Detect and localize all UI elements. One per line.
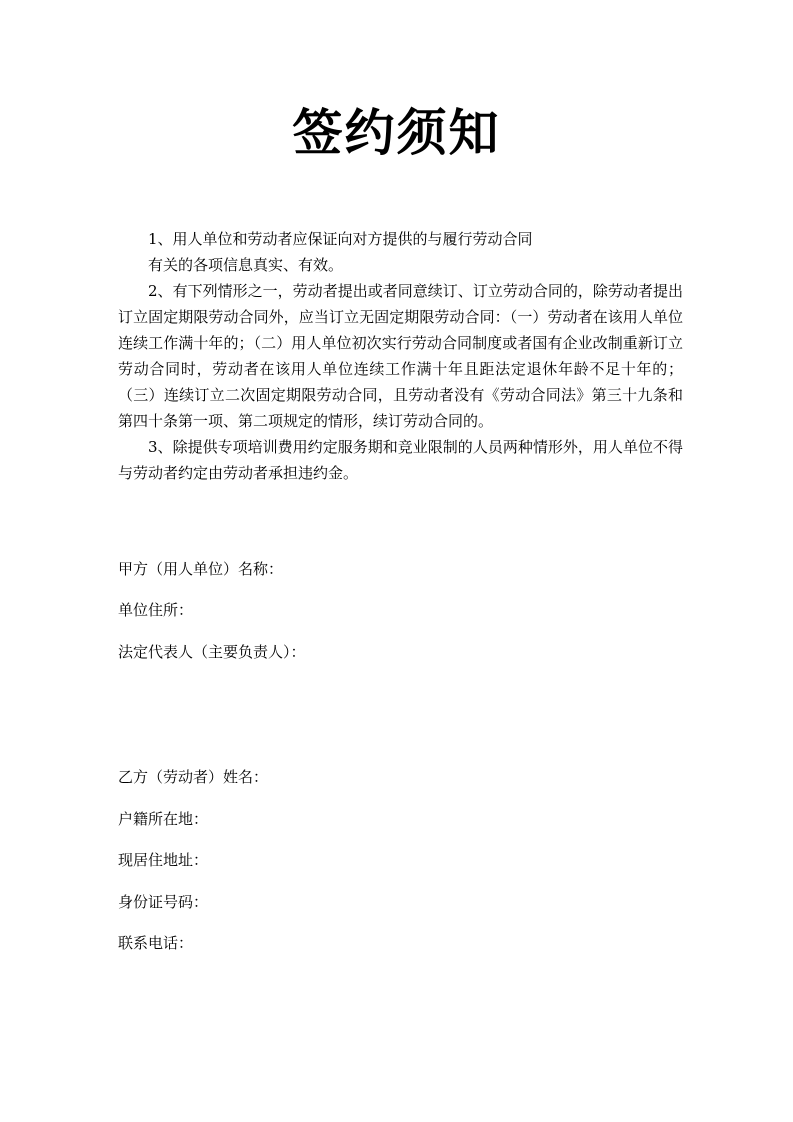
- notice-item-2: 2、有下列情形之一，劳动者提出或者同意续订、订立劳动合同的，除劳动者提出订立固定期限劳动合同外，应当订立无固定期限劳动合同：（一）劳动者在该用人单位连续工作满十年的；（二）用人单位初次实行劳动合同制度或者国有企业改制重新订立劳动合同时，劳动者在该用人单位连续工作满十年且距法定退休年龄不足十年的；（三）连续订立二次固定期限劳动合同，且劳动者没有《劳动合同法》第三十九条和第四十条第一项、第二项规定的情形，续订劳动合同的。: [118, 282, 683, 430]
- notice-item-1-continued: 有关的各项信息真实、有效。: [148, 256, 344, 274]
- notice-item-1: 1、用人单位和劳动者应保证向对方提供的与履行劳动合同: [148, 230, 533, 248]
- party-b-household-label: 户籍所在地：: [118, 810, 209, 828]
- notice-item-3: 3、除提供专项培训费用约定服务期和竞业限制的人员两种情形外，用人单位不得与劳动者约定由劳动者承担违约金。: [118, 438, 683, 482]
- party-b-residence-label: 现居住地址：: [118, 851, 209, 869]
- party-a-representative-label: 法定代表人（主要负责人）：: [118, 643, 306, 661]
- party-b-phone-label: 联系电话：: [118, 934, 194, 952]
- party-b-name-label: 乙方（劳动者）姓名：: [118, 768, 269, 786]
- document-title: 签约须知: [292, 104, 501, 162]
- party-a-name-label: 甲方（用人单位）名称：: [118, 560, 284, 578]
- notice-body: [118, 226, 683, 486]
- party-a-address-label: 单位住所：: [118, 601, 194, 619]
- party-b-id-label: 身份证号码：: [118, 893, 209, 911]
